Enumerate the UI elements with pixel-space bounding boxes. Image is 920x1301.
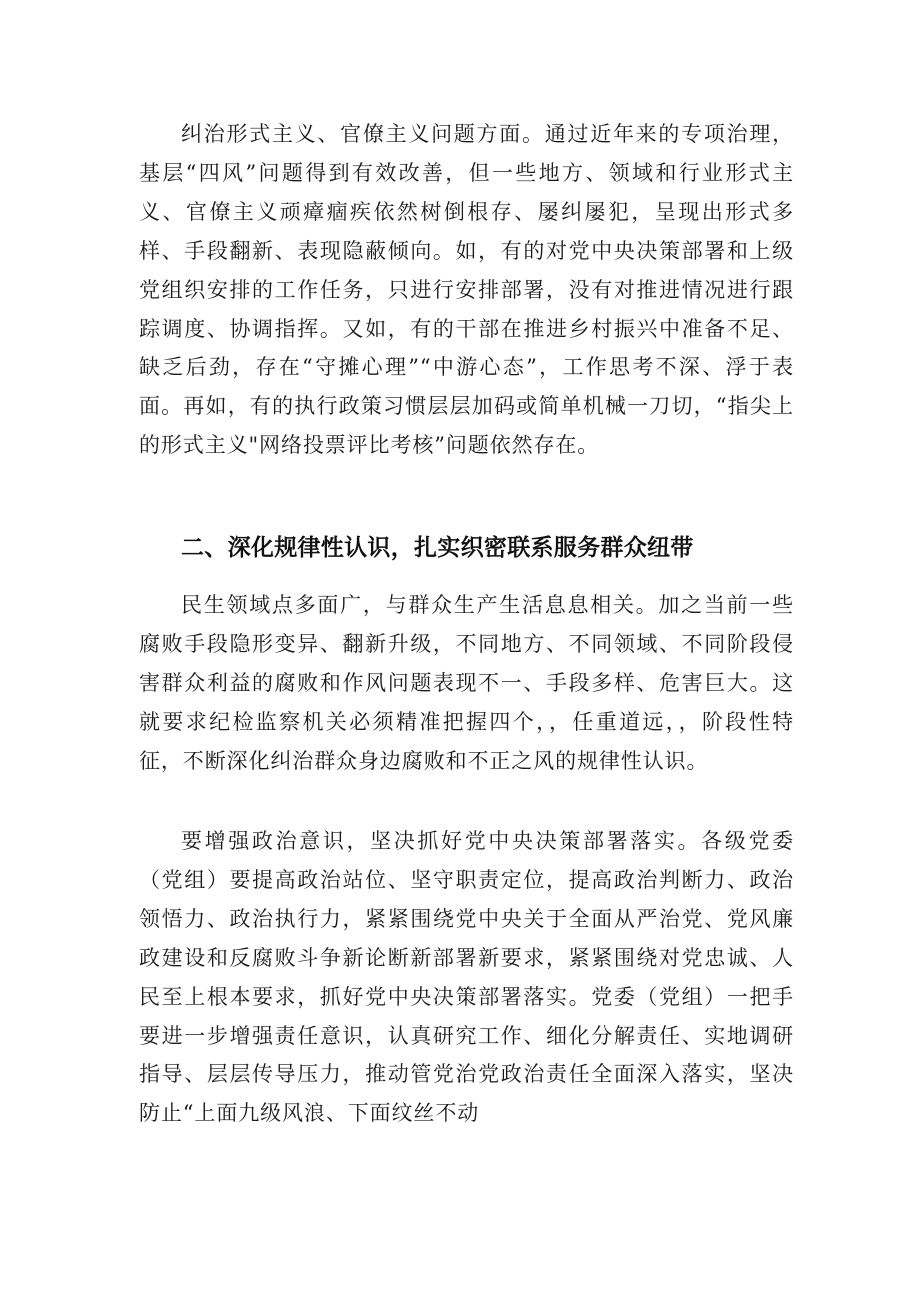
paragraph-political-awareness: 要增强政治意识，坚决抓好党中央决策部署落实。各级党委（党组）要提高政治站位、坚守职责定位，提高政治判断力、政治领悟力、政治执行力，紧紧围绕党中央关于全面从严治党、党风廉政建设和反腐败斗争新论断新部署新要求，紧紧围绕对党忠诚、人民至上根本要求，抓好党中央决策部署落实。党委（党组）一把手要进一步增强责任意识，认真研究工作、细化分解责任、实地调研指导、层层传导压力，推动管党治党政治责任全面深入落实，坚决防止“上面九级风浪、下面纹丝不动 xyxy=(139,829,794,1126)
paragraph-livelihood-corruption: 民生领域点多面广，与群众生产生活息息相关。加之当前一些腐败手段隐形变异、翻新升级，不同地方、不同领域、不同阶段侵害群众利益的腐败和作风问题表现不一、手段多样、危害巨大。这就要求纪检监察机关必须精准把握四个，，任重道远，，阶段性特征，不断深化纠治群众身边腐败和不正之风的规律性认识。 xyxy=(139,593,794,773)
section-heading: 二、深化规律性认识，扎实织密联系服务群众纽带 xyxy=(181,535,694,561)
paragraph-formalism-bureaucracy: 纠治形式主义、官僚主义问题方面。通过近年来的专项治理，基层“四风”问题得到有效改善，但一些地方、领域和行业形式主义、官僚主义顽瘴痼疾依然树倒根存、屡纠屡犯，呈现出形式多样、手段翻新、表现隐蔽倾向。如，有的对党中央决策部署和上级党组织安排的工作任务，只进行安排部署，没有对推进情况进行跟踪调度、协调指挥。又如，有的干部在推进乡村振兴中准备不足、缺乏后劲，存在“守摊心理”“中游心态”，工作思考不深、浮于表面。再如，有的执行政策习惯层层加码或简单机械一刀切，“指尖上的形式主义"网络投票评比考核”问题依然存在。 xyxy=(139,122,794,458)
